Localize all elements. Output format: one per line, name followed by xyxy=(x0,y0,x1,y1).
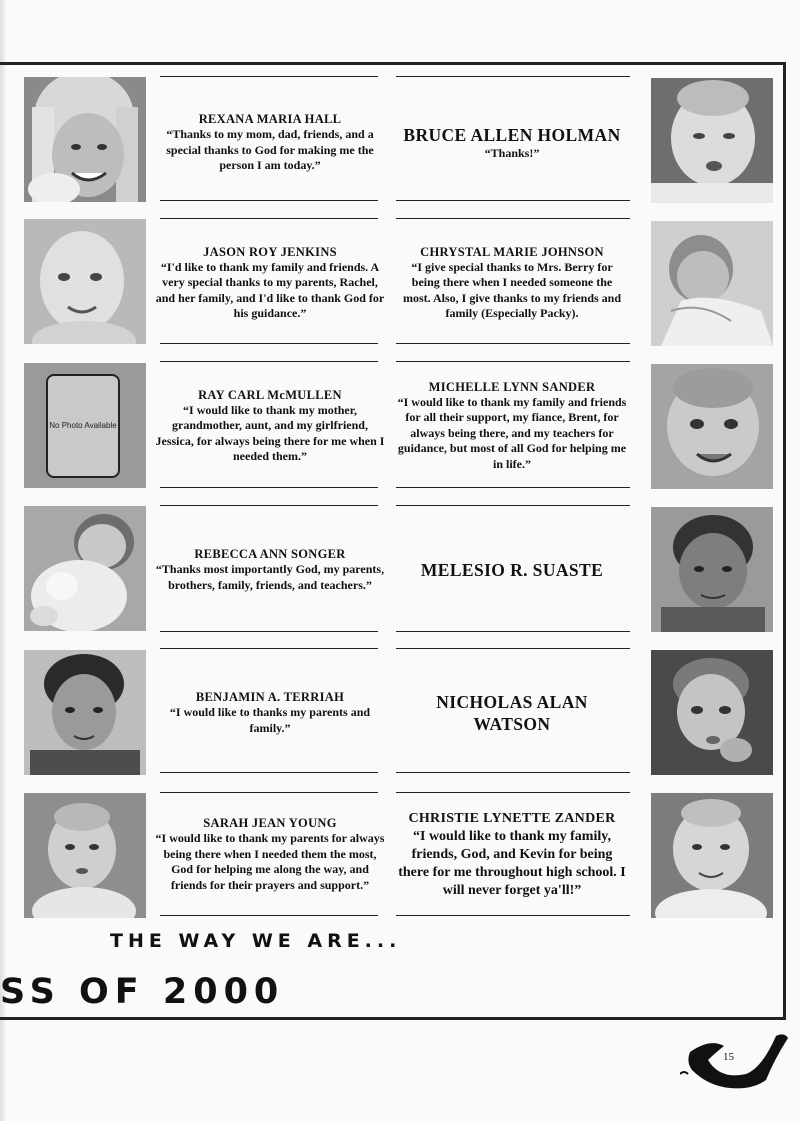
rule xyxy=(160,343,378,344)
student-name: CHRYSTAL MARIE JOHNSON xyxy=(420,244,604,259)
student-quote: “Thanks!” xyxy=(484,146,540,161)
student-quote: “I would like to thank my parents for always being there when I needed them the most, God for helping me along the way, and friends for their prayers and support.” xyxy=(155,831,385,892)
photo-melesio-suaste xyxy=(651,507,773,632)
photo-jason-jenkins xyxy=(24,219,146,344)
rule xyxy=(160,772,378,773)
entry-michelle-sander xyxy=(397,371,627,481)
rule xyxy=(396,76,630,77)
student-name: REXANA MARIA HALL xyxy=(198,112,342,127)
rule xyxy=(396,772,630,773)
no-photo-label: No Photo Available xyxy=(49,421,117,430)
rule xyxy=(160,631,378,632)
page-number: 15 xyxy=(723,1051,734,1063)
rule xyxy=(160,648,378,649)
rule xyxy=(160,218,378,219)
student-name: MELESIO R. SUASTE xyxy=(420,560,604,580)
student-name: JASON ROY JENKINS xyxy=(203,244,337,259)
entry-sarah-young xyxy=(155,797,385,912)
photo-chrystal-johnson xyxy=(651,221,773,346)
student-quote: “Thanks most importantly God, my parents, brothers, family, friends, and teachers.” xyxy=(155,562,385,592)
rule xyxy=(160,487,378,488)
entry-rexana-hall xyxy=(155,88,385,198)
student-quote: “I would like to thank my family and friends for all their support, my fiance, Brent, for always being there, and my teachers for guidance, but most of all God for helping me in life.” xyxy=(397,394,627,471)
rule xyxy=(396,915,630,916)
rule xyxy=(160,915,378,916)
entry-nicholas-watson xyxy=(397,658,627,768)
entry-bruce-holman xyxy=(397,88,627,198)
student-name: CHRISTIE LYNETTE ZANDER xyxy=(408,811,616,826)
entry-chrystal-johnson xyxy=(397,228,627,338)
student-quote: “I would like to thank my family, friends, God, and Kevin for being there for me throughout high school. I will never forget ya'll!” xyxy=(398,829,626,898)
photo-rexana-hall xyxy=(24,77,146,202)
rule xyxy=(160,792,378,793)
student-quote: “I'd like to thank my family and friends. A very special thanks to my parents, Rachel, and her family, and I'd like to thank God for his guidance.” xyxy=(155,259,385,320)
photo-sarah-young xyxy=(24,793,146,918)
student-quote: “I would like to thanks my parents and family.” xyxy=(169,705,371,735)
rule xyxy=(396,631,630,632)
entry-benjamin-terriah xyxy=(155,658,385,768)
rule xyxy=(160,76,378,77)
student-name: SARAH JEAN YOUNG xyxy=(203,816,337,830)
brush-logo-icon xyxy=(680,1030,796,1092)
entry-melesio-suaste xyxy=(397,515,627,625)
rule xyxy=(396,218,630,219)
rule xyxy=(396,361,630,362)
student-quote: “Thanks to my mom, dad, friends, and a special thanks to God for making me the person I am today.” xyxy=(166,127,374,173)
rule xyxy=(396,648,630,649)
student-name: REBECCA ANN SONGER xyxy=(194,547,346,561)
rule xyxy=(160,505,378,506)
rule xyxy=(396,505,630,506)
photo-bruce-holman xyxy=(651,78,773,203)
photo-rebecca-songer xyxy=(24,506,146,631)
tagline: THE WAY WE ARE... xyxy=(110,930,402,952)
photo-michelle-sander xyxy=(651,364,773,489)
class-of-heading: SS OF 2000 xyxy=(0,972,285,1012)
student-quote: “I give special thanks to Mrs. Berry for being there when I needed someone the most. Also, I give thanks to my friends and family (Especially Packy). xyxy=(402,259,622,320)
rule xyxy=(396,792,630,793)
student-name: BRUCE ALLEN HOLMAN xyxy=(403,125,621,146)
student-name: MICHELLE LYNN SANDER xyxy=(428,379,596,394)
photo-nicholas-watson xyxy=(651,650,773,775)
student-name: RAY CARL McMULLEN xyxy=(198,387,342,402)
rule xyxy=(160,200,378,201)
entry-ray-mcmullen xyxy=(155,371,385,481)
rule xyxy=(396,343,630,344)
student-name: NICHOLAS ALAN WATSON xyxy=(436,692,588,734)
photo-christie-zander xyxy=(651,793,773,918)
student-quote: “I would like to thank my mother, grandmother, aunt, and my girlfriend, Jessica, for always being there for me when I needed them.” xyxy=(155,402,385,463)
entry-christie-zander xyxy=(397,800,627,910)
rule xyxy=(396,200,630,201)
entry-rebecca-songer xyxy=(155,515,385,625)
rule xyxy=(396,487,630,488)
student-name: BENJAMIN A. TERRIAH xyxy=(195,690,345,704)
photo-placeholder-ray-mcmullen xyxy=(24,363,146,488)
rule xyxy=(160,361,378,362)
photo-benjamin-terriah xyxy=(24,650,146,775)
entry-jason-jenkins xyxy=(155,228,385,338)
